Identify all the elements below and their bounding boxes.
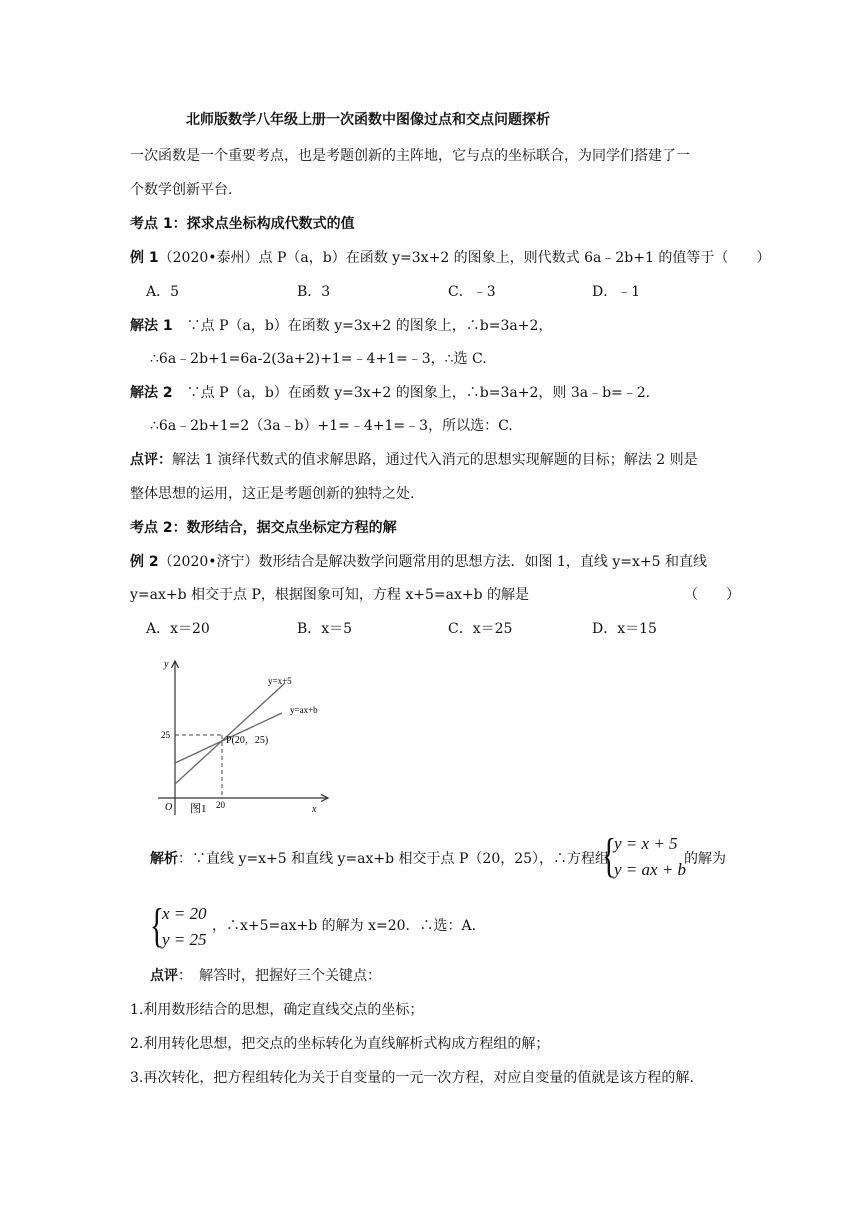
x-axis-label: x — [312, 804, 317, 815]
example-1-option-c: C．﹣3 — [448, 284, 496, 300]
example-2-label: 例 2 — [130, 554, 159, 570]
solution-2-line-2: ∴6a﹣2b+1=2（3a﹣b）+1=﹣4+1=﹣3，所以选：C. — [150, 418, 513, 434]
example-2-option-a: A．x＝20 — [146, 621, 210, 637]
example-1-option-d: D．﹣1 — [592, 284, 641, 300]
system-eq-2: y = ax + b — [614, 860, 687, 879]
figure-1-graph — [150, 655, 340, 820]
example-1 — [130, 248, 770, 268]
comment-2-line — [150, 966, 381, 986]
example-2-line-1 — [130, 552, 707, 572]
page-title: 北师版数学八年级上册一次函数中图像过点和交点问题探析 — [186, 112, 550, 128]
system-eq-1: y = x + 5 — [614, 834, 678, 853]
solution-1-line-1 — [130, 316, 552, 336]
solution-2-line-1 — [130, 383, 650, 403]
figure-caption: 图1 — [190, 803, 207, 815]
solution-1-label: 解法 1 — [130, 318, 173, 334]
solution-brace: { — [150, 899, 164, 952]
intro-line-1: 一次函数是一个重要考点，也是考题创新的主阵地，它与点的坐标联合，为同学们搭建了一 — [130, 148, 690, 164]
example-2-text-1: （2020•济宁）数形结合是解决数学问题常用的思想方法．如图 1，直线 y=x+5 和直线 — [158, 554, 707, 570]
analysis-text-1: ：∵直线 y=x+5 和直线 y=ax+b 相交于点 P（20，25），∴方程组 — [178, 851, 610, 867]
solution-system — [150, 899, 220, 954]
example-2-line-2: y=ax+b 相交于点 P，根据图象可知，方程 x+5=ax+b 的解是 — [130, 587, 529, 603]
intro-line-2: 个数学创新平台. — [130, 182, 233, 198]
solution-2-text-1: ∵点 P（a，b）在函数 y=3x+2 的图象上，∴b=3a+2，则 3a﹣b=﹣2. — [186, 385, 651, 401]
key-point-1: 1.利用数形结合的思想，确定直线交点的坐标； — [130, 1002, 424, 1018]
solution-1-text-1: ∵点 P（a，b）在函数 y=3x+2 的图象上，∴b=3a+2， — [186, 318, 553, 334]
line-y-x-plus-5 — [175, 683, 285, 784]
example-1-text: （2020•泰州）点 P（a，b）在函数 y=3x+2 的图象上，则代数式 6a﹣2b+1 的值等于（ ） — [158, 250, 771, 266]
section-2-heading: 考点 2：数形结合，据交点坐标定方程的解 — [130, 520, 397, 536]
comment-2-label: 点评 — [150, 968, 178, 984]
comment-1-text-1: 解法 1 演绎代数式的值求解思路，通过代入消元的思想实现解题的目标；解法 2 则是 — [172, 452, 698, 468]
y-axis-label: y — [164, 659, 169, 670]
example-1-option-a: A．5 — [146, 284, 180, 300]
origin-label: O — [165, 802, 173, 813]
system-brace: { — [602, 829, 616, 882]
key-point-3: 3.再次转化，把方程组转化为关于自变量的一元一次方程，对应自变量的值就是该方程的解. — [130, 1070, 694, 1086]
key-point-2: 2.利用转化思想，把交点的坐标转化为直线解析式构成方程组的解； — [130, 1036, 550, 1052]
comment-2-text: ： 解答时，把握好三个关键点： — [178, 968, 381, 984]
analysis-line-1 — [150, 849, 609, 869]
line-2-label: y=ax+b — [290, 705, 318, 715]
solution-eq-2: y = 25 — [162, 930, 207, 949]
comment-1-line-1 — [130, 450, 698, 470]
y-tick-25: 25 — [161, 730, 170, 740]
analysis-text-2: 的解为 — [684, 851, 726, 867]
solution-eq-1: x = 20 — [162, 904, 207, 923]
example-2-option-c: C．x＝25 — [448, 621, 513, 637]
x-tick-20: 20 — [216, 800, 225, 810]
comment-1-label: 点评： — [130, 452, 172, 468]
solution-2-label: 解法 2 — [130, 385, 173, 401]
point-p-label: P(20，25) — [226, 735, 269, 746]
example-2-option-b: B．x＝5 — [297, 621, 353, 637]
solution-1-line-2: ∴6a﹣2b+1=6a-2(3a+2)+1=﹣4+1=﹣3，∴选 C. — [150, 351, 487, 367]
line-1-label: y=x+5 — [268, 676, 292, 686]
comment-1-line-2: 整体思想的运用，这正是考题创新的独特之处. — [130, 486, 415, 502]
example-2-option-d: D．x＝15 — [592, 621, 657, 637]
section-1-heading: 考点 1：探求点坐标构成代数式的值 — [130, 216, 355, 232]
analysis-label: 解析 — [150, 851, 178, 867]
analysis-text-3: ，∴x+5=ax+b 的解为 x=20．∴选：A. — [212, 918, 477, 934]
example-1-label: 例 1 — [130, 250, 159, 266]
example-2-answer-paren: （ ） — [684, 587, 740, 603]
example-1-option-b: B．3 — [297, 284, 331, 300]
equation-system — [602, 829, 687, 884]
